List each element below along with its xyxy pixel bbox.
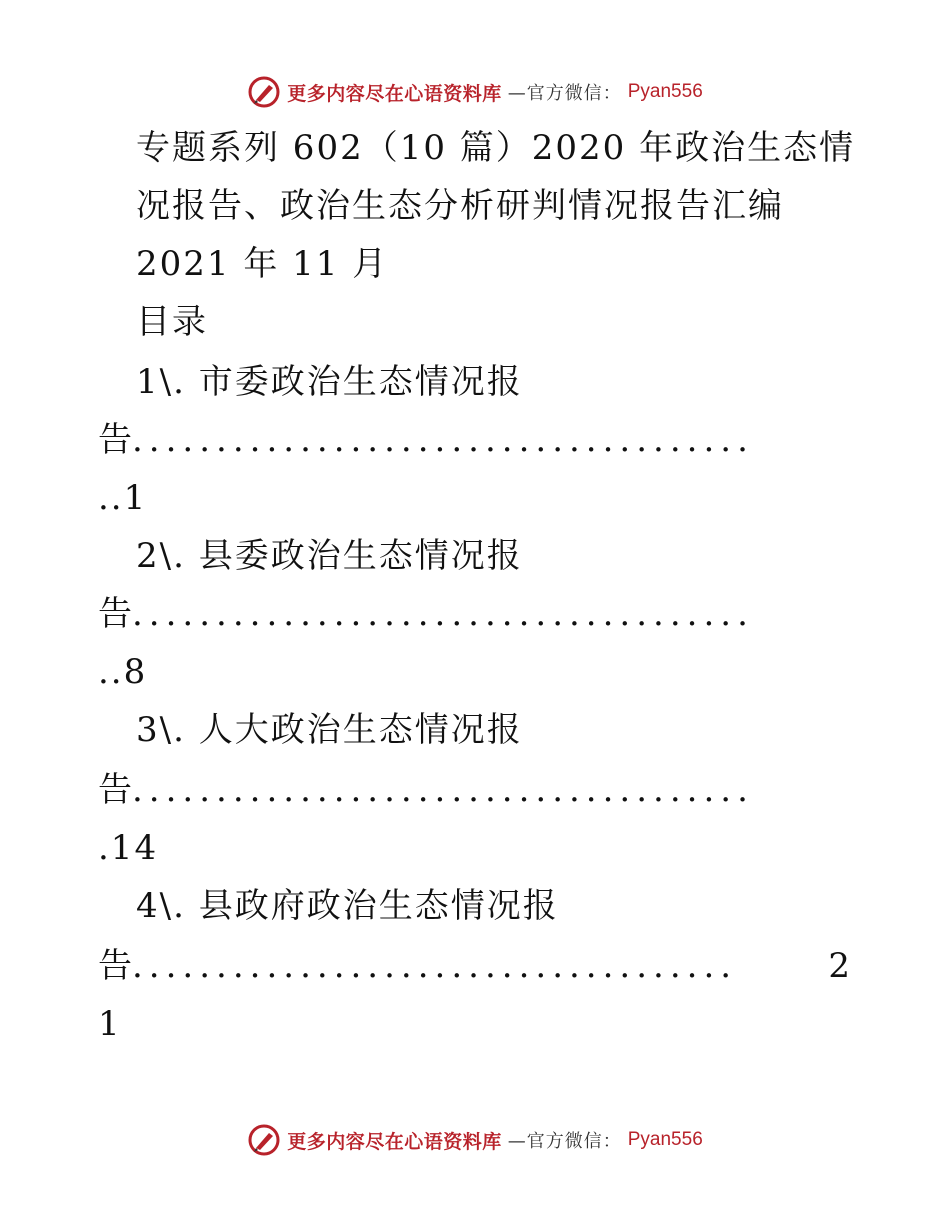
toc-entry-3-lead: 告 (98, 770, 132, 810)
document-title-line-1: 专题系列 602（10 篇）2020 年政治生态情 (136, 128, 856, 168)
document-title-line-2: 况报告、政治生态分析研判情况报告汇编 (136, 186, 784, 226)
watermark-separator: —官方微信： (507, 1131, 622, 1152)
watermark-text: 更多内容尽在心语资料库 (287, 82, 502, 105)
toc-entry-4-leader[interactable] (98, 946, 850, 986)
toc-entry-1-page: ..1 (98, 478, 148, 518)
toc-entry-2-title[interactable]: 2\. 县委政治生态情况报 (136, 536, 523, 576)
watermark-text: 更多内容尽在心语资料库 (287, 1130, 502, 1153)
watermark-banner-top (0, 72, 950, 112)
toc-heading: 目录 (136, 302, 208, 342)
watermark-content (247, 1123, 703, 1157)
toc-entry-1-dots: ..................................... (132, 420, 754, 460)
toc-entry-1-lead: 告 (98, 420, 132, 460)
watermark-wechat-id: Pyan556 (627, 81, 703, 102)
watermark-content (247, 75, 703, 109)
toc-entry-3-title[interactable]: 3\. 人大政治生态情况报 (136, 710, 523, 750)
watermark-wechat-id: Pyan556 (627, 1129, 703, 1150)
toc-entry-3-dots: ..................................... (132, 770, 754, 810)
pen-logo-icon (247, 1123, 281, 1157)
toc-entry-2-page: ..8 (98, 652, 148, 692)
document-date: 2021 年 11 月 (136, 244, 389, 284)
toc-entry-4-page-tail: 2 (828, 946, 850, 986)
toc-entry-4-dots: .................................... (132, 946, 738, 986)
toc-entry-1-title[interactable]: 1\. 市委政治生态情况报 (136, 362, 523, 402)
toc-entry-4-page: 1 (98, 1004, 122, 1044)
toc-entry-2-leader[interactable] (98, 594, 850, 634)
watermark-separator: —官方微信： (507, 83, 622, 104)
pen-logo-icon (247, 75, 281, 109)
toc-entry-3-page: .14 (98, 828, 159, 868)
toc-entry-1-leader[interactable] (98, 420, 850, 460)
toc-entry-4-title[interactable]: 4\. 县政府政治生态情况报 (136, 886, 559, 926)
toc-entry-2-lead: 告 (98, 594, 132, 634)
toc-entry-2-dots: ..................................... (132, 594, 754, 634)
watermark-banner-bottom (0, 1120, 950, 1160)
toc-entry-4-lead: 告 (98, 946, 132, 986)
toc-entry-3-leader[interactable] (98, 770, 850, 810)
